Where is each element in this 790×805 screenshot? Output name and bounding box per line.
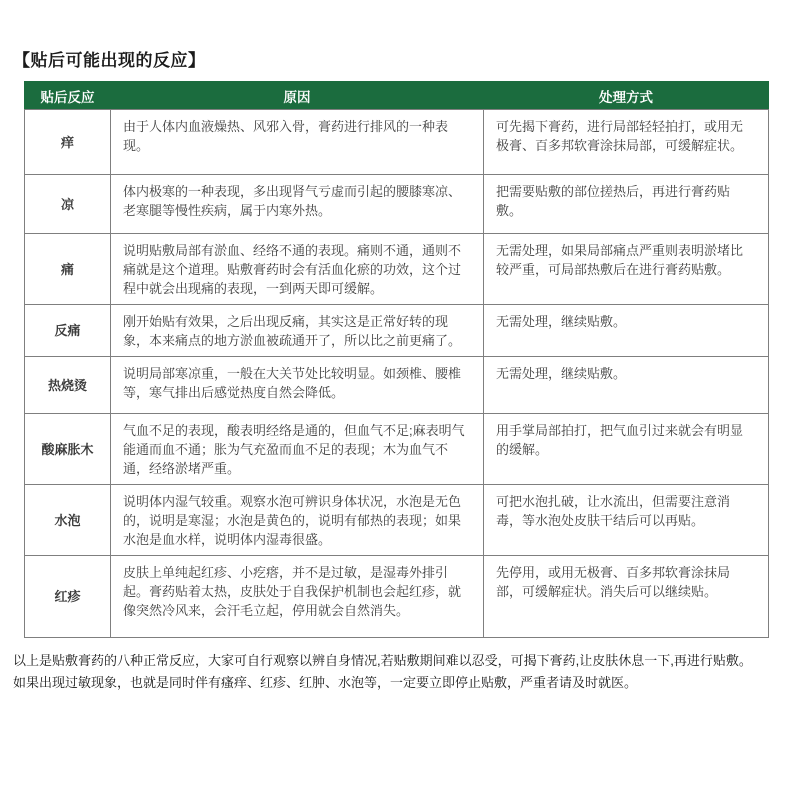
cause-cell: 刚开始贴有效果，之后出现反痛，其实这是正常好转的现象，本来痛点的地方淤血被疏通开了，所以比之前更痛了。 <box>111 305 484 357</box>
reaction-table <box>24 81 769 638</box>
treatment-cell: 无需处理，如果局部痛点严重则表明淤堵比较严重，可局部热敷后在进行膏药贴敷。 <box>484 234 769 305</box>
footer-notes <box>13 650 776 694</box>
treatment-cell: 无需处理，继续贴敷。 <box>484 357 769 414</box>
reaction-cell: 反痛 <box>25 305 111 357</box>
table-row <box>25 357 769 414</box>
reaction-cell: 红疹 <box>25 556 111 638</box>
table-row <box>25 556 769 638</box>
cause-cell: 气血不足的表现，酸表明经络是通的，但血气不足;麻表明气能通而血不通；胀为气充盈而血不足的表现；木为血气不通，经络淤堵严重。 <box>111 414 484 485</box>
table-row <box>25 414 769 485</box>
treatment-cell: 把需要贴敷的部位搓热后，再进行膏药贴敷。 <box>484 175 769 234</box>
table-row <box>25 485 769 556</box>
reaction-cell: 水泡 <box>25 485 111 556</box>
cause-cell: 说明局部寒凉重，一般在大关节处比较明显。如颈椎、腰椎等，寒气排出后感觉热度自然会降低。 <box>111 357 484 414</box>
header-reaction: 贴后反应 <box>25 82 111 110</box>
table-row <box>25 175 769 234</box>
treatment-cell: 可把水泡扎破，让水流出，但需要注意消毒，等水泡处皮肤干结后可以再贴。 <box>484 485 769 556</box>
reaction-cell: 热烧烫 <box>25 357 111 414</box>
cause-cell: 说明体内湿气较重。观察水泡可辨识身体状况，水泡是无色的，说明是寒湿；水泡是黄色的，说明有郁热的表现；如果水泡是血水样，说明体内湿毒很盛。 <box>111 485 484 556</box>
header-treatment: 处理方式 <box>484 82 769 110</box>
treatment-cell: 可先揭下膏药，进行局部轻轻拍打，或用无极膏、百多邦软膏涂抹局部，可缓解症状。 <box>484 110 769 175</box>
page-title: 【贴后可能出现的反应】 <box>13 51 206 70</box>
treatment-cell: 用手掌局部拍打，把气血引过来就会有明显的缓解。 <box>484 414 769 485</box>
cause-cell: 由于人体内血液燥热、风邪入骨，膏药进行排风的一种表现。 <box>111 110 484 175</box>
footer-note-line2: 如果出现过敏现象，也就是同时伴有瘙痒、红疹、红肿、水泡等，一定要立即停止贴敷，严重者请及时就医。 <box>13 675 638 690</box>
cause-cell: 说明贴敷局部有淤血、经络不通的表现。痛则不通，通则不痛就是这个道理。贴敷膏药时会有活血化瘀的功效，这个过程中就会出现痛的表现，一到两天即可缓解。 <box>111 234 484 305</box>
reaction-cell: 痒 <box>25 110 111 175</box>
reaction-cell: 凉 <box>25 175 111 234</box>
treatment-cell: 无需处理，继续贴敷。 <box>484 305 769 357</box>
table-header-row <box>25 82 769 110</box>
treatment-cell: 先停用，或用无极膏、百多邦软膏涂抹局部，可缓解症状。消失后可以继续贴。 <box>484 556 769 638</box>
table-row <box>25 110 769 175</box>
document-page <box>0 46 790 805</box>
reaction-cell: 酸麻胀木 <box>25 414 111 485</box>
reaction-cell: 痛 <box>25 234 111 305</box>
table-row <box>25 305 769 357</box>
footer-note-line1: 以上是贴敷膏药的八种正常反应，大家可自行观察以辨自身情况,若贴敷期间难以忍受，可揭下膏药,让皮肤休息一下,再进行贴敷。 <box>13 653 752 668</box>
cause-cell: 体内极寒的一种表现，多出现肾气亏虚而引起的腰膝寒凉、老寒腿等慢性疾病，属于内寒外热。 <box>111 175 484 234</box>
table-row <box>25 234 769 305</box>
header-cause: 原因 <box>111 82 484 110</box>
cause-cell: 皮肤上单纯起红疹、小疙瘩，并不是过敏，是湿毒外排引起。膏药贴着太热，皮肤处于自我保护机制也会起红疹，就像突然冷风来，会汗毛立起，停用就会自然消失。 <box>111 556 484 638</box>
